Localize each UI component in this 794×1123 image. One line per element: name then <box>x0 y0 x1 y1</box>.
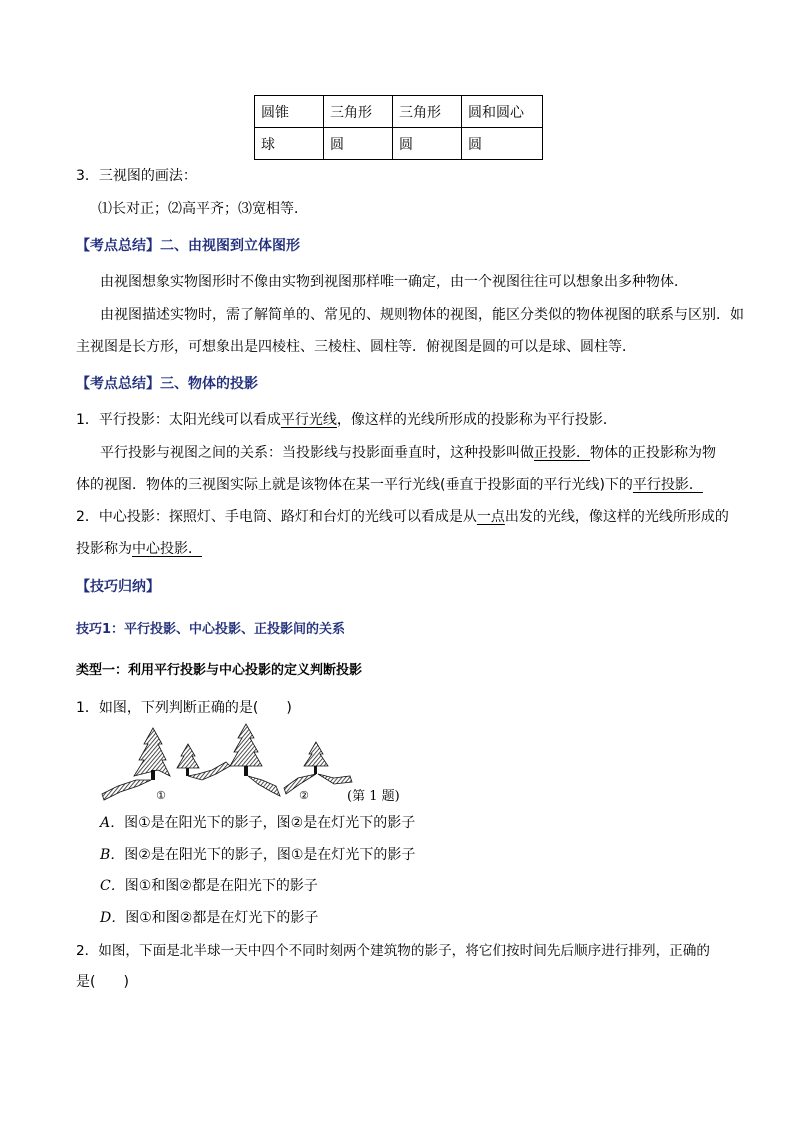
skill1-heading: 技巧1：平行投影、中心投影、正投影间的关系 <box>76 622 346 637</box>
table-cell: 球 <box>255 128 324 160</box>
text-span: 2．中心投影：探照灯、手电筒、路灯和台灯的光线可以看成是从 <box>76 509 477 525</box>
views-table <box>254 95 543 160</box>
option-text: 图②是在阳光下的影子，图①是在灯光下的影子 <box>124 847 416 863</box>
section3-heading: 3．三视图的画法： <box>76 168 197 184</box>
option-text: 图①是在阳光下的影子，图②是在灯光下的影子 <box>124 815 416 831</box>
text-span: 体的视图．物体的三视图实际上就是该物体在某一平行光线(垂直于投影面的平行光线)下的 <box>76 477 633 493</box>
topic3-item1 <box>76 410 617 430</box>
table-cell: 三角形 <box>324 96 393 128</box>
figure1-label: ① <box>156 789 166 802</box>
skills-heading: 【技巧归纳】 <box>76 579 160 595</box>
topic3-relation-line1 <box>100 443 716 463</box>
option-letter: B． <box>100 847 125 863</box>
option-letter: C． <box>100 878 125 894</box>
underlined-term: 平行光线 <box>280 412 337 428</box>
figure1-trees <box>102 728 230 800</box>
question2-stem-line1: 2．如图，下面是北半球一天中四个不同时刻两个建筑物的影子，将它们按时间先后顺序进行排列，正确的 <box>76 943 710 959</box>
topic2-heading: 【考点总结】二、由视图到立体图形 <box>76 238 300 254</box>
figure-caption: (第 1 题) <box>347 789 400 804</box>
text-span: 1．平行投影：太阳光线可以看成 <box>76 412 281 428</box>
text-span: 平行投影与视图之间的关系：当投影线与投影面垂直时，这种投影叫做 <box>100 445 534 461</box>
underlined-term: 一点 <box>476 509 505 525</box>
section3-rule: ⑴长对正；⑵高平齐；⑶宽相等． <box>98 201 308 217</box>
text-span: 物体的正投影称为物 <box>590 445 716 461</box>
topic3-item2-line2 <box>76 539 202 559</box>
table-cell: 圆锥 <box>255 96 324 128</box>
table-cell: 圆和圆心 <box>462 96 543 128</box>
text-span: 投影称为 <box>76 541 132 557</box>
type1-heading: 类型一：利用平行投影与中心投影的定义判断投影 <box>76 663 363 678</box>
question1-stem: 1．如图，下列判断正确的是( ) <box>76 700 292 716</box>
option-text: 图①和图②都是在灯光下的影子 <box>125 910 319 926</box>
option-letter: A． <box>100 815 125 831</box>
underlined-term: 正投影． <box>534 445 590 461</box>
text-span: 出发的光线，像这样的光线所形成的 <box>504 509 729 525</box>
figure2-label: ② <box>299 789 309 802</box>
topic3-heading: 【考点总结】三、物体的投影 <box>76 376 258 392</box>
topic2-para2-line2: 主视图是长方形，可想象出是四棱柱、三棱柱、圆柱等．俯视图是圆的可以是球、圆柱等． <box>76 339 636 355</box>
option-c <box>100 876 318 896</box>
option-letter: D． <box>100 910 126 926</box>
table-cell: 圆 <box>393 128 462 160</box>
table-cell: 圆 <box>324 128 393 160</box>
topic3-relation-line2 <box>76 475 703 495</box>
text-span: ，像这样的光线所形成的投影称为平行投影． <box>336 412 617 428</box>
question2-stem-line2: 是( ) <box>76 974 129 990</box>
option-d <box>100 908 318 928</box>
option-b <box>100 845 415 865</box>
table-row <box>255 96 543 128</box>
underlined-term: 平行投影． <box>632 477 703 493</box>
topic2-para2-line1: 由视图描述实物时，需了解简单的、常见的、规则物体的视图，能区分类似的物体视图的联系与区别．如 <box>100 307 744 323</box>
topic2-para1: 由视图想象实物图形时不像由实物到视图那样唯一确定，由一个视图往往可以想象出多种物体． <box>100 274 688 290</box>
option-text: 图①和图②都是在阳光下的影子 <box>124 878 318 894</box>
option-a <box>100 813 415 833</box>
table-cell: 圆 <box>462 128 543 160</box>
underlined-term: 中心投影． <box>132 541 202 557</box>
topic3-item2-line1 <box>76 507 729 527</box>
tree-shadow-figure <box>98 722 358 804</box>
table-cell: 三角形 <box>393 96 462 128</box>
figure2-trees <box>230 724 352 796</box>
table-row <box>255 128 543 160</box>
